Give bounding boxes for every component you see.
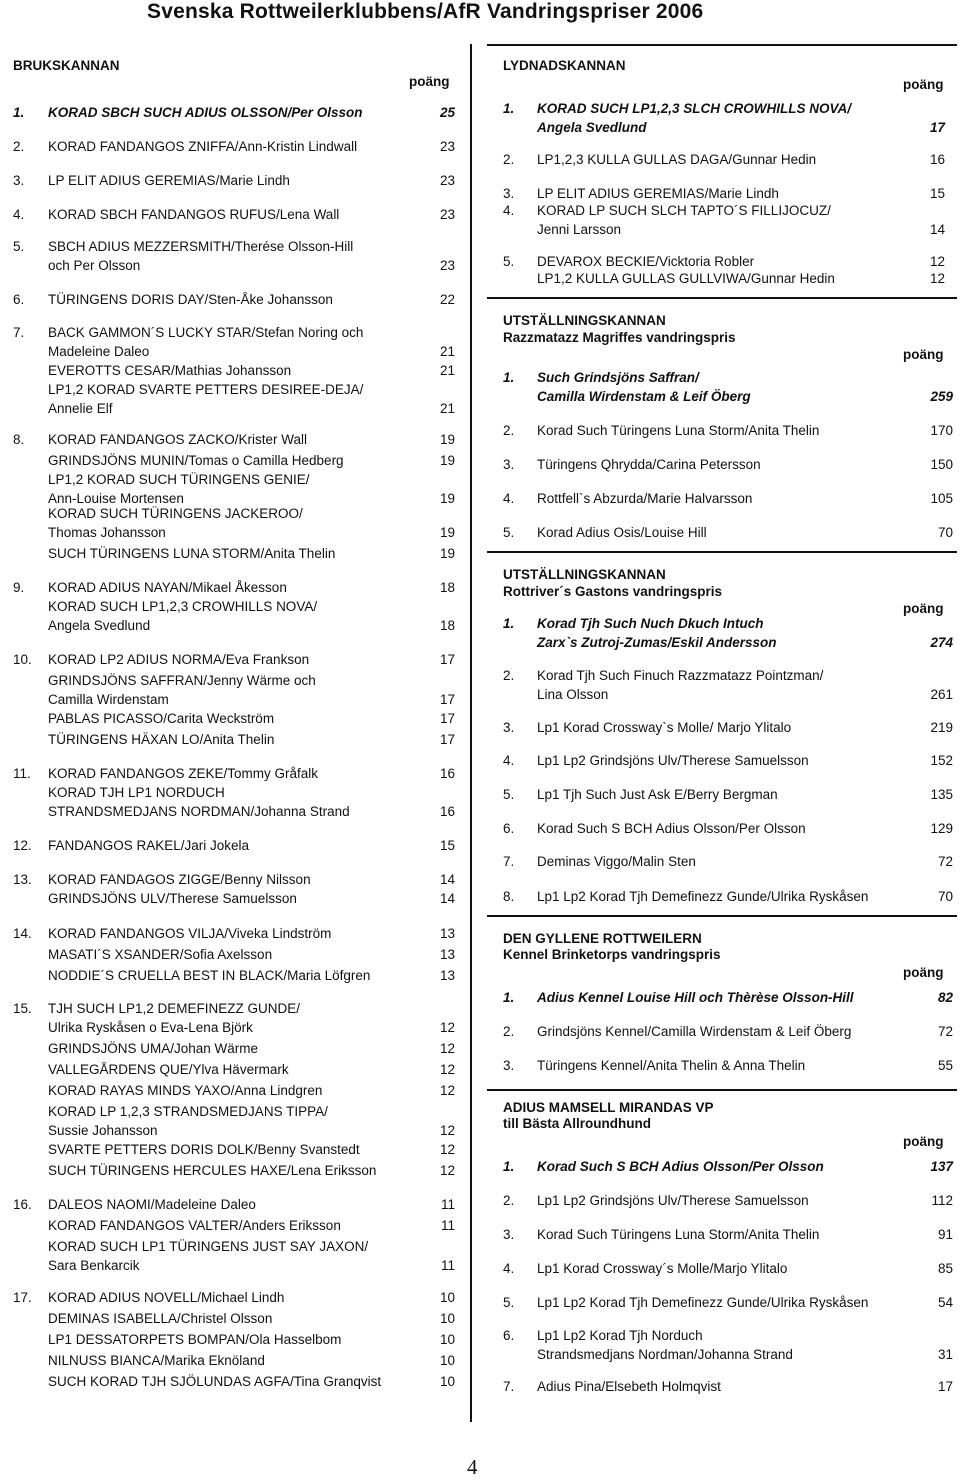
entry-text: LP ELIT ADIUS GEREMIAS/Marie Lindh	[48, 173, 290, 188]
entry-text: PABLAS PICASSO/Carita Weckström	[48, 711, 275, 726]
entry-points: 12	[929, 254, 945, 269]
entry-points: 82	[937, 990, 953, 1005]
entry-text: TJH SUCH LP1,2 DEMEFINEZZ GUNDE/	[48, 1001, 301, 1016]
entry-points: 23	[439, 139, 455, 154]
entry-text: SBCH ADIUS MEZZERSMITH/Therése Olsson-Hill	[48, 239, 354, 254]
entry-text: Strandsmedjans Nordman/Johanna Strand	[537, 1347, 793, 1362]
entry-text: GRINDSJÖNS MUNIN/Tomas o Camilla Hedberg	[48, 453, 344, 468]
section-heading: UTSTÄLLNINGSKANNAN	[503, 567, 666, 582]
points-header: poäng	[409, 74, 450, 89]
entry-text: Lp1 Tjh Such Just Ask E/Berry Bergman	[537, 787, 778, 802]
entry-text: och Per Olsson	[48, 258, 141, 273]
entry-points: 11	[440, 1258, 455, 1273]
entry-points: 70	[937, 525, 953, 540]
entry-rank: 2.	[503, 152, 515, 167]
entry-text: KORAD FANDANGOS ZEKE/Tommy Gråfalk	[48, 766, 319, 781]
entry-text: LP1,2 KULLA GULLAS GULLVIWA/Gunnar Hedin	[537, 271, 835, 286]
entry-rank: 7.	[503, 1379, 515, 1394]
entry-text: Lp1 Lp2 Grindsjöns Ulv/Therese Samuelsson	[537, 753, 809, 768]
entry-points: 10	[439, 1353, 455, 1368]
section-heading: DEN GYLLENE ROTTWEILERN	[503, 931, 702, 946]
entry-points: 152	[930, 753, 953, 768]
entry-points: 17	[929, 120, 945, 135]
entry-rank: 3.	[503, 457, 515, 472]
entry-points: 15	[929, 186, 945, 201]
entry-rank: 10.	[13, 652, 32, 667]
entry-text: GRINDSJÖNS SAFFRAN/Jenny Wärme och	[48, 673, 316, 688]
entry-points: 10	[439, 1374, 455, 1389]
entry-text: MASATI´S XSANDER/Sofia Axelsson	[48, 947, 273, 962]
entry-points: 13	[439, 968, 455, 983]
entry-text: Grindsjöns Kennel/Camilla Wirdenstam & Leif Öberg	[537, 1024, 852, 1039]
entry-points: 105	[930, 491, 953, 506]
entry-points: 12	[439, 1083, 455, 1098]
entry-text: DEMINAS ISABELLA/Christel Olsson	[48, 1311, 273, 1326]
entry-text: Korad Tjh Such Nuch Dkuch Intuch	[537, 616, 764, 631]
entry-text: SUCH TÜRINGENS LUNA STORM/Anita Thelin	[48, 546, 336, 561]
entry-rank: 11.	[13, 766, 31, 781]
entry-rank: 5.	[503, 254, 515, 269]
entry-text: LP ELIT ADIUS GEREMIAS/Marie Lindh	[537, 186, 779, 201]
entry-points: 13	[439, 947, 455, 962]
section-heading: UTSTÄLLNINGSKANNAN	[503, 313, 666, 328]
entry-rank: 17.	[13, 1290, 32, 1305]
entry-text: Korad Adius Osis/Louise Hill	[537, 525, 707, 540]
points-header: poäng	[903, 77, 944, 92]
entry-text: DEVAROX BECKIE/Vicktoria Robler	[537, 254, 755, 269]
section-rule	[487, 915, 957, 917]
entry-text: Korad Tjh Such Finuch Razzmatazz Pointzman/	[537, 668, 824, 683]
entry-rank: 4.	[503, 491, 515, 506]
entry-points: 17	[937, 1379, 953, 1394]
entry-rank: 1.	[503, 1159, 515, 1174]
entry-points: 19	[439, 546, 455, 561]
entry-text: Camilla Wirdenstam	[48, 692, 169, 707]
entry-points: 23	[439, 207, 455, 222]
points-header: poäng	[903, 1134, 944, 1149]
entry-text: LP1,2 KORAD SVARTE PETTERS DESIREE-DEJA/	[48, 382, 364, 397]
entry-points: 17	[439, 732, 455, 747]
entry-points: 91	[937, 1227, 953, 1242]
entry-text: Lina Olsson	[537, 687, 609, 702]
entry-points: 19	[439, 525, 455, 540]
entry-text: Adius Kennel Louise Hill och Thèrèse Olsson-Hill	[537, 990, 854, 1005]
entry-rank: 14.	[13, 926, 32, 941]
entry-points: 21	[439, 363, 455, 378]
section-subtitle: Razzmatazz Magriffes vandringspris	[503, 330, 736, 345]
entry-points: 15	[439, 838, 455, 853]
entry-points: 14	[439, 872, 455, 887]
right-top-rule	[487, 44, 957, 46]
entry-rank: 6.	[13, 292, 25, 307]
entry-points: 16	[439, 804, 455, 819]
entry-text: Lp1 Korad Crossway´s Molle/Marjo Ylitalo	[537, 1261, 788, 1276]
entry-points: 12	[929, 271, 945, 286]
entry-text: Lp1 Lp2 Korad Tjh Demefinezz Gunde/Ulrika Ryskåsen	[537, 1295, 869, 1310]
entry-points: 259	[930, 389, 953, 404]
entry-points: 18	[439, 618, 455, 633]
entry-points: 55	[937, 1058, 953, 1073]
entry-text: LP1,2,3 KULLA GULLAS DAGA/Gunnar Hedin	[537, 152, 817, 167]
entry-text: BACK GAMMON´S LUCKY STAR/Stefan Noring och	[48, 325, 364, 340]
entry-points: 261	[930, 687, 953, 702]
entry-rank: 3.	[503, 186, 515, 201]
entry-text: NILNUSS BIANCA/Marika Eknöland	[48, 1353, 265, 1368]
entry-text: NODDIE´S CRUELLA BEST IN BLACK/Maria Löfgren	[48, 968, 371, 983]
entry-rank: 1.	[503, 370, 515, 385]
entry-points: 18	[439, 580, 455, 595]
entry-text: KORAD SUCH TÜRINGENS JACKEROO/	[48, 506, 303, 521]
entry-points: 19	[439, 453, 455, 468]
entry-text: TÜRINGENS DORIS DAY/Sten-Åke Johansson	[48, 292, 333, 307]
entry-points: 129	[930, 821, 953, 836]
entry-text: KORAD FANDANGOS VILJA/Viveka Lindström	[48, 926, 332, 941]
entry-text: Deminas Viggo/Malin Sten	[537, 854, 696, 869]
entry-text: Lp1 Korad Crossway`s Molle/ Marjo Ylitalo	[537, 720, 792, 735]
entry-points: 150	[930, 457, 953, 472]
entry-rank: 2.	[503, 423, 515, 438]
entry-rank: 6.	[503, 821, 515, 836]
entry-text: LP1 DESSATORPETS BOMPAN/Ola Hasselbom	[48, 1332, 342, 1347]
entry-rank: 16.	[13, 1197, 32, 1212]
entry-text: STRANDSMEDJANS NORDMAN/Johanna Strand	[48, 804, 350, 819]
entry-text: KORAD TJH LP1 NORDUCH	[48, 785, 225, 800]
entry-points: 25	[439, 105, 455, 120]
entry-text: Lp1 Lp2 Grindsjöns Ulv/Therese Samuelsson	[537, 1193, 809, 1208]
entry-text: KORAD SBCH FANDANGOS RUFUS/Lena Wall	[48, 207, 340, 222]
entry-rank: 2.	[503, 1193, 515, 1208]
entry-text: KORAD ADIUS NAYAN/Mikael Åkesson	[48, 580, 287, 595]
entry-text: Sara Benkarcik	[48, 1258, 140, 1273]
entry-text: Türingens Kennel/Anita Thelin & Anna Thelin	[537, 1058, 806, 1073]
entry-points: 12	[439, 1142, 455, 1157]
entry-points: 23	[439, 258, 455, 273]
section-subtitle: Rottriver´s Gastons vandringspris	[503, 584, 723, 599]
page-title: Svenska Rottweilerklubbens/AfR Vandringspriser 2006	[147, 0, 704, 23]
entry-text: KORAD FANDANGOS VALTER/Anders Eriksson	[48, 1218, 341, 1233]
entry-points: 10	[439, 1311, 455, 1326]
entry-points: 12	[439, 1123, 455, 1138]
entry-points: 13	[439, 926, 455, 941]
entry-points: 19	[439, 491, 455, 506]
entry-points: 12	[439, 1062, 455, 1077]
entry-points: 12	[439, 1041, 455, 1056]
entry-points: 170	[930, 423, 953, 438]
entry-points: 21	[439, 344, 455, 359]
entry-rank: 5.	[13, 239, 25, 254]
entry-points: 31	[937, 1347, 953, 1362]
entry-points: 17	[439, 711, 455, 726]
entry-points: 137	[930, 1159, 953, 1174]
entry-rank: 4.	[503, 753, 515, 768]
entry-rank: 3.	[503, 720, 515, 735]
entry-rank: 12.	[13, 838, 32, 853]
entry-text: Türingens Qhrydda/Carina Petersson	[537, 457, 761, 472]
entry-points: 219	[930, 720, 953, 735]
entry-rank: 1.	[503, 101, 515, 116]
entry-text: KORAD RAYAS MINDS YAXO/Anna Lindgren	[48, 1083, 323, 1098]
section-rule	[487, 297, 957, 299]
entry-text: Angela Svedlund	[48, 618, 151, 633]
entry-text: KORAD SUCH LP1,2,3 SLCH CROWHILLS NOVA/	[537, 101, 852, 116]
entry-text: VALLEGÅRDENS QUE/Ylva Hävermark	[48, 1062, 289, 1077]
entry-rank: 1.	[503, 990, 515, 1005]
section-heading: LYDNADSKANNAN	[503, 58, 626, 73]
entry-text: KORAD LP2 ADIUS NORMA/Eva Frankson	[48, 652, 310, 667]
entry-points: 23	[439, 173, 455, 188]
entry-text: Lp1 Lp2 Korad Tjh Norduch	[537, 1328, 703, 1343]
entry-points: 17	[439, 692, 455, 707]
entry-points: 17	[439, 652, 455, 667]
entry-text: EVEROTTS CESAR/Mathias Johansson	[48, 363, 292, 378]
entry-points: 16	[439, 766, 455, 781]
entry-text: Camilla Wirdenstam & Leif Öberg	[537, 389, 751, 404]
entry-text: Lp1 Lp2 Korad Tjh Demefinezz Gunde/Ulrika Ryskåsen	[537, 889, 869, 904]
entry-text: KORAD FANDANGOS ZNIFFA/Ann-Kristin Lindwall	[48, 139, 358, 154]
entry-text: Ann-Louise Mortensen	[48, 491, 184, 506]
section-subtitle: till Bästa Allroundhund	[503, 1116, 651, 1131]
entry-points: 14	[439, 891, 455, 906]
entry-text: Annelie Elf	[48, 401, 113, 416]
entry-rank: 1.	[503, 616, 515, 631]
entry-points: 12	[439, 1020, 455, 1035]
entry-text: KORAD FANDANGOS ZACKO/Krister Wall	[48, 432, 308, 447]
section-heading: ADIUS MAMSELL MIRANDAS VP	[503, 1100, 714, 1115]
entry-rank: 13.	[13, 872, 32, 887]
points-header: poäng	[903, 965, 944, 980]
entry-rank: 4.	[13, 207, 25, 222]
entry-rank: 5.	[503, 525, 515, 540]
entry-points: 21	[439, 401, 455, 416]
entry-text: Such Grindsjöns Saffran/	[537, 370, 699, 385]
section-rule	[487, 551, 957, 553]
section-rule	[487, 1089, 957, 1091]
points-header: poäng	[903, 347, 944, 362]
entry-rank: 2.	[13, 139, 25, 154]
entry-text: Adius Pina/Elsebeth Holmqvist	[537, 1379, 721, 1394]
entry-text: Korad Such Türingens Luna Storm/Anita Thelin	[537, 1227, 820, 1242]
entry-rank: 1.	[13, 105, 25, 120]
entry-text: KORAD LP 1,2,3 STRANDSMEDJANS TIPPA/	[48, 1104, 328, 1119]
entry-rank: 2.	[503, 1024, 515, 1039]
entry-text: KORAD FANDAGOS ZIGGE/Benny Nilsson	[48, 872, 311, 887]
entry-rank: 8.	[503, 889, 515, 904]
entry-rank: 8.	[13, 432, 25, 447]
entry-text: GRINDSJÖNS ULV/Therese Samuelsson	[48, 891, 297, 906]
entry-points: 72	[937, 1024, 953, 1039]
entry-rank: 5.	[503, 1295, 515, 1310]
entry-text: Jenni Larsson	[537, 222, 622, 237]
entry-points: 70	[937, 889, 953, 904]
section-subtitle: Kennel Brinketorps vandringspris	[503, 947, 721, 962]
entry-points: 54	[937, 1295, 953, 1310]
column-divider	[470, 44, 472, 1422]
entry-text: Rottfell`s Abzurda/Marie Halvarsson	[537, 491, 753, 506]
entry-text: KORAD SBCH SUCH ADIUS OLSSON/Per Olsson	[48, 105, 363, 120]
entry-text: Ulrika Ryskåsen o Eva-Lena Björk	[48, 1020, 253, 1035]
entry-rank: 9.	[13, 580, 25, 595]
entry-points: 22	[439, 292, 455, 307]
entry-text: GRINDSJÖNS UMA/Johan Wärme	[48, 1041, 259, 1056]
entry-rank: 3.	[503, 1227, 515, 1242]
entry-points: 10	[439, 1290, 455, 1305]
page-number: 4	[467, 1455, 478, 1479]
entry-rank: 3.	[503, 1058, 515, 1073]
entry-text: KORAD SUCH LP1,2,3 CROWHILLS NOVA/	[48, 599, 318, 614]
entry-text: SUCH TÜRINGENS HERCULES HAXE/Lena Eriksson	[48, 1163, 377, 1178]
entry-rank: 15.	[13, 1001, 32, 1016]
entry-text: Sussie Johansson	[48, 1123, 158, 1138]
entry-rank: 2.	[503, 668, 515, 683]
entry-points: 14	[929, 222, 945, 237]
entry-text: Korad Such S BCH Adius Olsson/Per Olsson	[537, 821, 806, 836]
entry-text: Angela Svedlund	[537, 120, 647, 135]
entry-text: FANDANGOS RAKEL/Jari Jokela	[48, 838, 250, 853]
points-header: poäng	[903, 601, 944, 616]
entry-text: KORAD LP SUCH SLCH TAPTO´S FILLIJOCUZ/	[537, 203, 831, 218]
entry-points: 12	[439, 1163, 455, 1178]
entry-points: 11	[440, 1218, 455, 1233]
entry-text: KORAD ADIUS NOVELL/Michael Lindh	[48, 1290, 285, 1305]
entry-points: 19	[439, 432, 455, 447]
entry-text: LP1,2 KORAD SUCH TÜRINGENS GENIE/	[48, 472, 310, 487]
entry-text: TÜRINGENS HÄXAN LO/Anita Thelin	[48, 732, 275, 747]
entry-rank: 7.	[13, 325, 25, 340]
entry-rank: 7.	[503, 854, 515, 869]
entry-points: 16	[929, 152, 945, 167]
entry-rank: 3.	[13, 173, 25, 188]
entry-rank: 5.	[503, 787, 515, 802]
entry-points: 72	[937, 854, 953, 869]
entry-text: Korad Such Türingens Luna Storm/Anita Thelin	[537, 423, 820, 438]
entry-points: 135	[930, 787, 953, 802]
entry-points: 112	[931, 1193, 953, 1208]
entry-text: Korad Such S BCH Adius Olsson/Per Olsson	[537, 1159, 824, 1174]
entry-points: 11	[440, 1197, 455, 1212]
entry-text: Thomas Johansson	[48, 525, 166, 540]
entry-points: 10	[439, 1332, 455, 1347]
entry-text: SUCH KORAD TJH SJÖLUNDAS AGFA/Tina Granqvist	[48, 1374, 382, 1389]
entry-text: Zarx`s Zutroj-Zumas/Eskil Andersson	[537, 635, 777, 650]
section-heading: BRUKSKANNAN	[13, 58, 120, 73]
entry-text: Madeleine Daleo	[48, 344, 150, 359]
entry-points: 85	[937, 1261, 953, 1276]
entry-text: DALEOS NAOMI/Madeleine Daleo	[48, 1197, 256, 1212]
entry-points: 274	[930, 635, 953, 650]
entry-text: KORAD SUCH LP1 TÜRINGENS JUST SAY JAXON/	[48, 1239, 369, 1254]
entry-text: SVARTE PETTERS DORIS DOLK/Benny Svanstedt	[48, 1142, 360, 1157]
entry-rank: 4.	[503, 1261, 515, 1276]
entry-rank: 6.	[503, 1328, 515, 1343]
entry-rank: 4.	[503, 203, 515, 218]
